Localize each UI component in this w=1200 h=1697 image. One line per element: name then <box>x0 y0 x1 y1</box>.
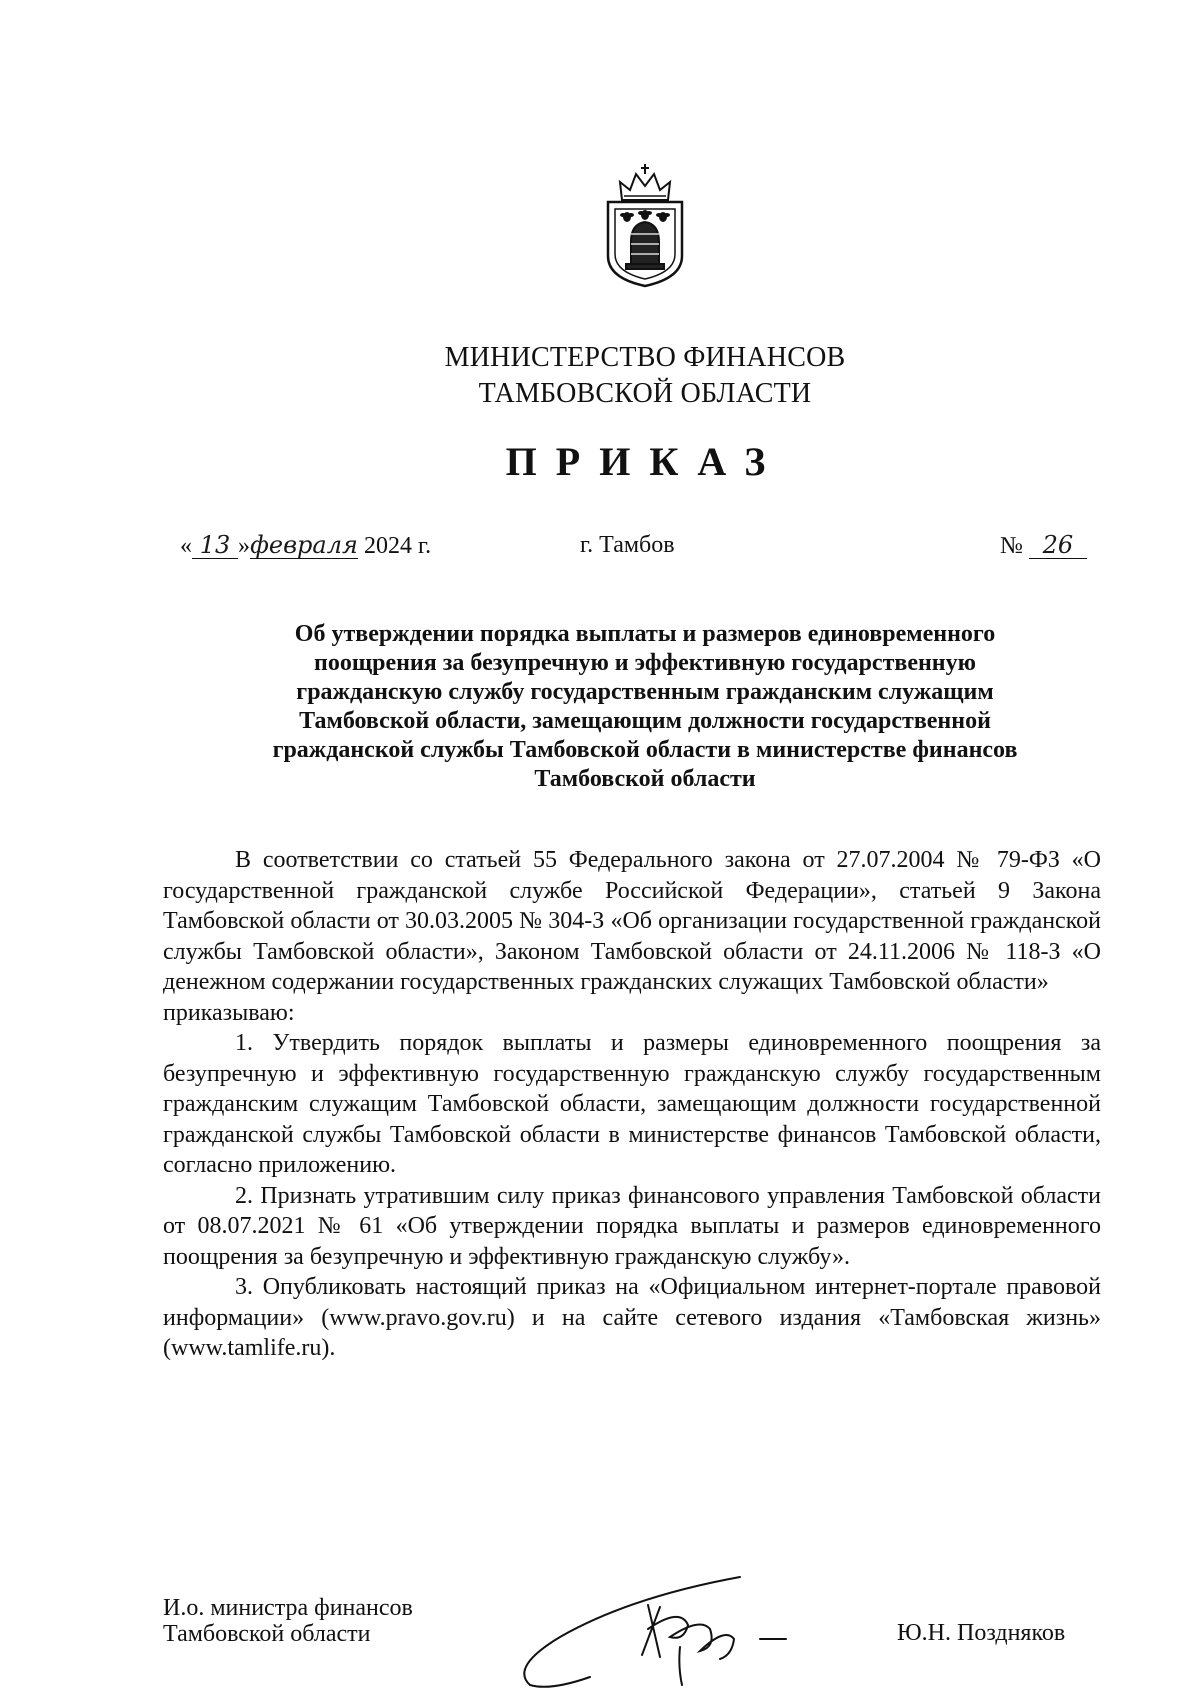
coat-of-arms-icon <box>598 160 692 290</box>
signer-position-line-2: Тамбовской области <box>163 1621 371 1647</box>
subject-line: гражданскую службу государственным гражданским служащим <box>296 679 994 705</box>
subject-line: Тамбовской области, замещающим должности государственной <box>299 708 991 734</box>
ministry-line-1: МИНИСТЕРСТВО ФИНАНСОВ <box>444 342 846 373</box>
subject-line: поощрения за безупречную и эффективную государственную <box>314 650 976 676</box>
handwritten-signature-icon <box>510 1567 850 1692</box>
subject-line: Тамбовской области <box>534 766 756 792</box>
ministry-line-2: ТАМБОВСКОЙ ОБЛАСТИ <box>478 378 812 409</box>
signer-name: Ю.Н. Поздняков <box>897 1620 1066 1646</box>
date-open-quote: « <box>180 533 192 559</box>
preamble-paragraph: В соответствии со статьей 55 Федерального закона от 27.07.2004 № 79-ФЗ «О государственной гражданской службе Российской Федерации», статьей 9 Закона Тамбовской области от 30.03.2005 № 304-З «Об организации государственной гражданской службы Тамбовской области», Законом Тамбовской области от 24.11.2006 № 118-З «О денежном содержании государственных гражданских служащих Тамбовской области» <box>163 847 1101 995</box>
order-number <box>1000 532 1087 560</box>
date-year: 2024 г. <box>364 533 432 559</box>
order-city: г. Тамбов <box>580 532 675 558</box>
number-label: № <box>1000 533 1023 559</box>
order-item-3: 3. Опубликовать настоящий приказ на «Официальном интернет-портале правовой информации» (www.pravo.gov.ru) и на сайте сетевого издания «Тамбовская жизнь» (www.tamlife.ru). <box>163 1274 1101 1361</box>
ministry-name <box>340 340 950 412</box>
date-day: 13 <box>192 532 238 559</box>
order-subject <box>195 620 1095 794</box>
date-month: февраля <box>250 531 358 559</box>
number-value: 26 <box>1029 532 1087 559</box>
signer-position <box>163 1595 413 1647</box>
document-type-title: ПРИКАЗ <box>505 439 785 484</box>
order-word: приказываю: <box>163 999 295 1026</box>
signer-position-line-1: И.о. министра финансов <box>163 1595 413 1621</box>
order-item-1: 1. Утвердить порядок выплаты и размеры единовременного поощрения за безупречную и эффективную государственную гражданскую службу государственным гражданским служащим Тамбовской области, замещающим должности государственной гражданской службы Тамбовской области в министерстве финансов Тамбовской области, согласно приложению. <box>163 1030 1101 1178</box>
order-body <box>163 845 1101 1364</box>
subject-line: гражданской службы Тамбовской области в министерстве финансов <box>272 737 1018 763</box>
date-close-quote: » <box>238 533 250 559</box>
subject-line: Об утверждении порядка выплаты и размеров единовременного <box>294 621 996 647</box>
order-date <box>180 532 431 560</box>
order-item-2: 2. Признать утратившим силу приказ финансового управления Тамбовской области от 08.07.2021 № 61 «Об утверждении порядка выплаты и размеров единовременного поощрения за безупречную и эффективную гражданскую службу». <box>163 1182 1101 1270</box>
date-number-line <box>0 532 1200 576</box>
